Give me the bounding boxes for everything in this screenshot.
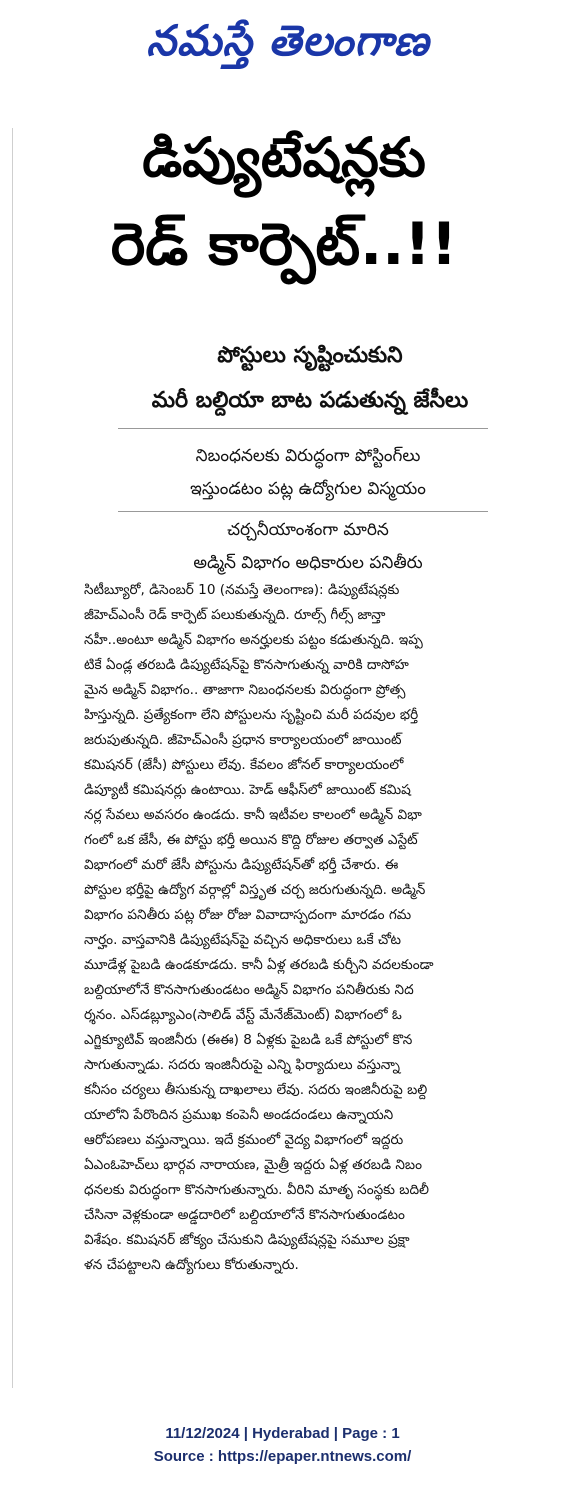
body-line: డిప్యూటీ కమిషనర్లు ఉంటాయి. హెడ్ ఆఫీస్‌లో జాయింట్ కమిష xyxy=(84,782,411,798)
body-line: ధనలకు విరుద్ధంగా కొనసాగుతున్నారు. వీరిని మాతృ సంస్థకు బదిలీ xyxy=(84,1182,430,1198)
body-line: బల్దియాలోనే కొనసాగుతుండటం అడ్మిన్ విభాగం పనితీరుకు నిద xyxy=(84,982,414,998)
body-line: మూడేళ్ల పైబడి ఉండకూడదు. కానీ ఏళ్ల తరబడి కుర్చీని వదలకుండా xyxy=(84,957,434,973)
deck-line-3: చర్చనీయాంశంగా మారిన xyxy=(227,520,389,540)
body-line: విశేషం. కమిషనర్ జోక్యం చేసుకుని డిప్యుటేషన్లపై సమూల ప్రక్షా xyxy=(84,1232,410,1248)
divider xyxy=(118,428,488,429)
body-line: పోస్టుల భర్తీపై ఉద్యోగ వర్గాల్లో విస్తృత చర్చ జరుగుతున్నది. అడ్మిన్ xyxy=(84,882,426,898)
body-line: ఆరోపణలు వస్తున్నాయి. ఇదే క్రమంలో వైద్య విభాగంలో ఇద్దరు xyxy=(84,1132,404,1148)
body-line: ఏఎంఓహెచ్‌లు భార్గవ నారాయణ, మైత్రీ ఇద్దరు ఏళ్ల తరబడి నిబం xyxy=(84,1157,423,1173)
body-line: విభాగంలో మరో జేసీ పోస్టును డిప్యుటేషన్‌తో భర్తీ చేశారు. ఈ xyxy=(84,857,399,873)
body-line: హిస్తున్నది. ప్రత్యేకంగా లేని పోస్టులను సృష్టించి మరీ పదవుల భర్తీ xyxy=(84,707,419,723)
footer-source: Source : https://epaper.ntnews.com/ xyxy=(153,1448,412,1465)
deck-line-4: అడ్మిన్ విభాగం అధికారుల పనితీరు xyxy=(193,553,423,573)
subheading-line-1: పోస్టులు సృష్టించుకుని xyxy=(217,343,403,368)
body-line: జరుపుతున్నది. జీహెచ్ఎంసీ ప్రధాన కార్యాలయంలో జాయింట్ xyxy=(84,732,402,748)
headline-line-2: రెడ్ కార్పెట్..!! xyxy=(110,210,458,278)
body-line: టికే ఏండ్ల తరబడి డిప్యుటేషన్‌పై కొనసాగుతున్న వారికి దాసోహ xyxy=(84,657,409,673)
body-line: నహీ..అంటూ అడ్మిన్ విభాగం అనర్హులకు పట్టం కడుతున్నది. ఇప్ప xyxy=(84,632,423,648)
body-line: ళన చేపట్టాలని ఉద్యోగులు కోరుతున్నారు. xyxy=(84,1257,299,1273)
body-line: ర్శనం. ఎస్‌డబ్ల్యూఎం(సాలిడ్ వేస్ట్ మేనేజ్‌మెంట్) విభాగంలో ఓ xyxy=(84,1007,402,1023)
body-line: నర్ల సేవలు అవసరం ఉండదు. కానీ ఇటీవల కాలంలో అడ్మిన్ విభా xyxy=(84,807,422,823)
body-line: విభాగం పనితీరు పట్ల రోజు రోజు వివాదాస్పదంగా మారడం గమ xyxy=(84,907,412,923)
body-line: గంలో ఒక జేసీ, ఈ పోస్టు భర్తీ అయిన కొద్ది రోజుల తర్వాత ఎస్టేట్ xyxy=(84,832,418,848)
body-line: కనీసం చర్యలు తీసుకున్న దాఖలాలు లేవు. సదరు ఇంజినీరుపై బల్ది xyxy=(84,1082,428,1098)
footer-date-location: 11/12/2024 | Hyderabad | Page : 1 xyxy=(165,1425,400,1442)
deck-line-1: నిబంధనలకు విరుద్ధంగా పోస్టింగ్‌లు xyxy=(195,446,421,466)
column-rule xyxy=(12,128,13,1388)
masthead xyxy=(0,0,565,80)
body-line: చేసినా వెళ్లకుండా అడ్డదారిలో బల్దియాలోనే కొనసాగుతుండటం xyxy=(84,1207,405,1223)
headline-line-1: డిప్యుటేషన్లకు xyxy=(142,126,426,189)
article-body xyxy=(84,578,530,1278)
body-line: కమిషనర్ (జేసీ) పోస్టులు లేవు. కేవలం జోనల్ కార్యాలయంలో xyxy=(84,757,404,773)
divider xyxy=(118,511,488,512)
subheading-line-2: మరీ బల్దియా బాట పడుతున్న జేసీలు xyxy=(151,388,469,413)
body-line: మైన అడ్మిన్ విభాగం.. తాజాగా నిబంధనలకు విరుద్ధంగా ప్రోత్స xyxy=(84,682,406,698)
body-line: సాగుతున్నాడు. సదరు ఇంజినీరుపై ఎన్ని ఫిర్యాదులు వస్తున్నా xyxy=(84,1057,400,1073)
body-line: జీహెచ్ఎంసీ రెడ్ కార్పెట్ పలుకుతున్నది. రూల్స్ గీల్స్ జాన్తా xyxy=(84,607,386,623)
logo-text: నమస్తే తెలంగాణ xyxy=(146,16,430,65)
body-line: నార్హం. వాస్తవానికి డిప్యుటేషన్‌పై వచ్చిన అధికారులు ఒకే చోట xyxy=(84,932,401,948)
newspaper-logo xyxy=(78,12,498,70)
deck-line-2: ఇస్తుండటం పట్ల ఉద్యోగుల విస్మయం xyxy=(190,479,426,499)
body-line: ఎగ్జిక్యూటివ్ ఇంజినీరు (ఈఈ) 8 ఏళ్లకు పైబడి ఒకే పోస్టులో కొన xyxy=(84,1032,413,1048)
body-line: యాలోని పేరొందిన ప్రముఖ కంపెనీ అండదండలు ఉన్నాయని xyxy=(84,1107,394,1123)
body-line: సిటీబ్యూరో, డిసెంబర్ 10 (నమస్తే తెలంగాణ): డిప్యుటేషన్లకు xyxy=(84,582,400,598)
